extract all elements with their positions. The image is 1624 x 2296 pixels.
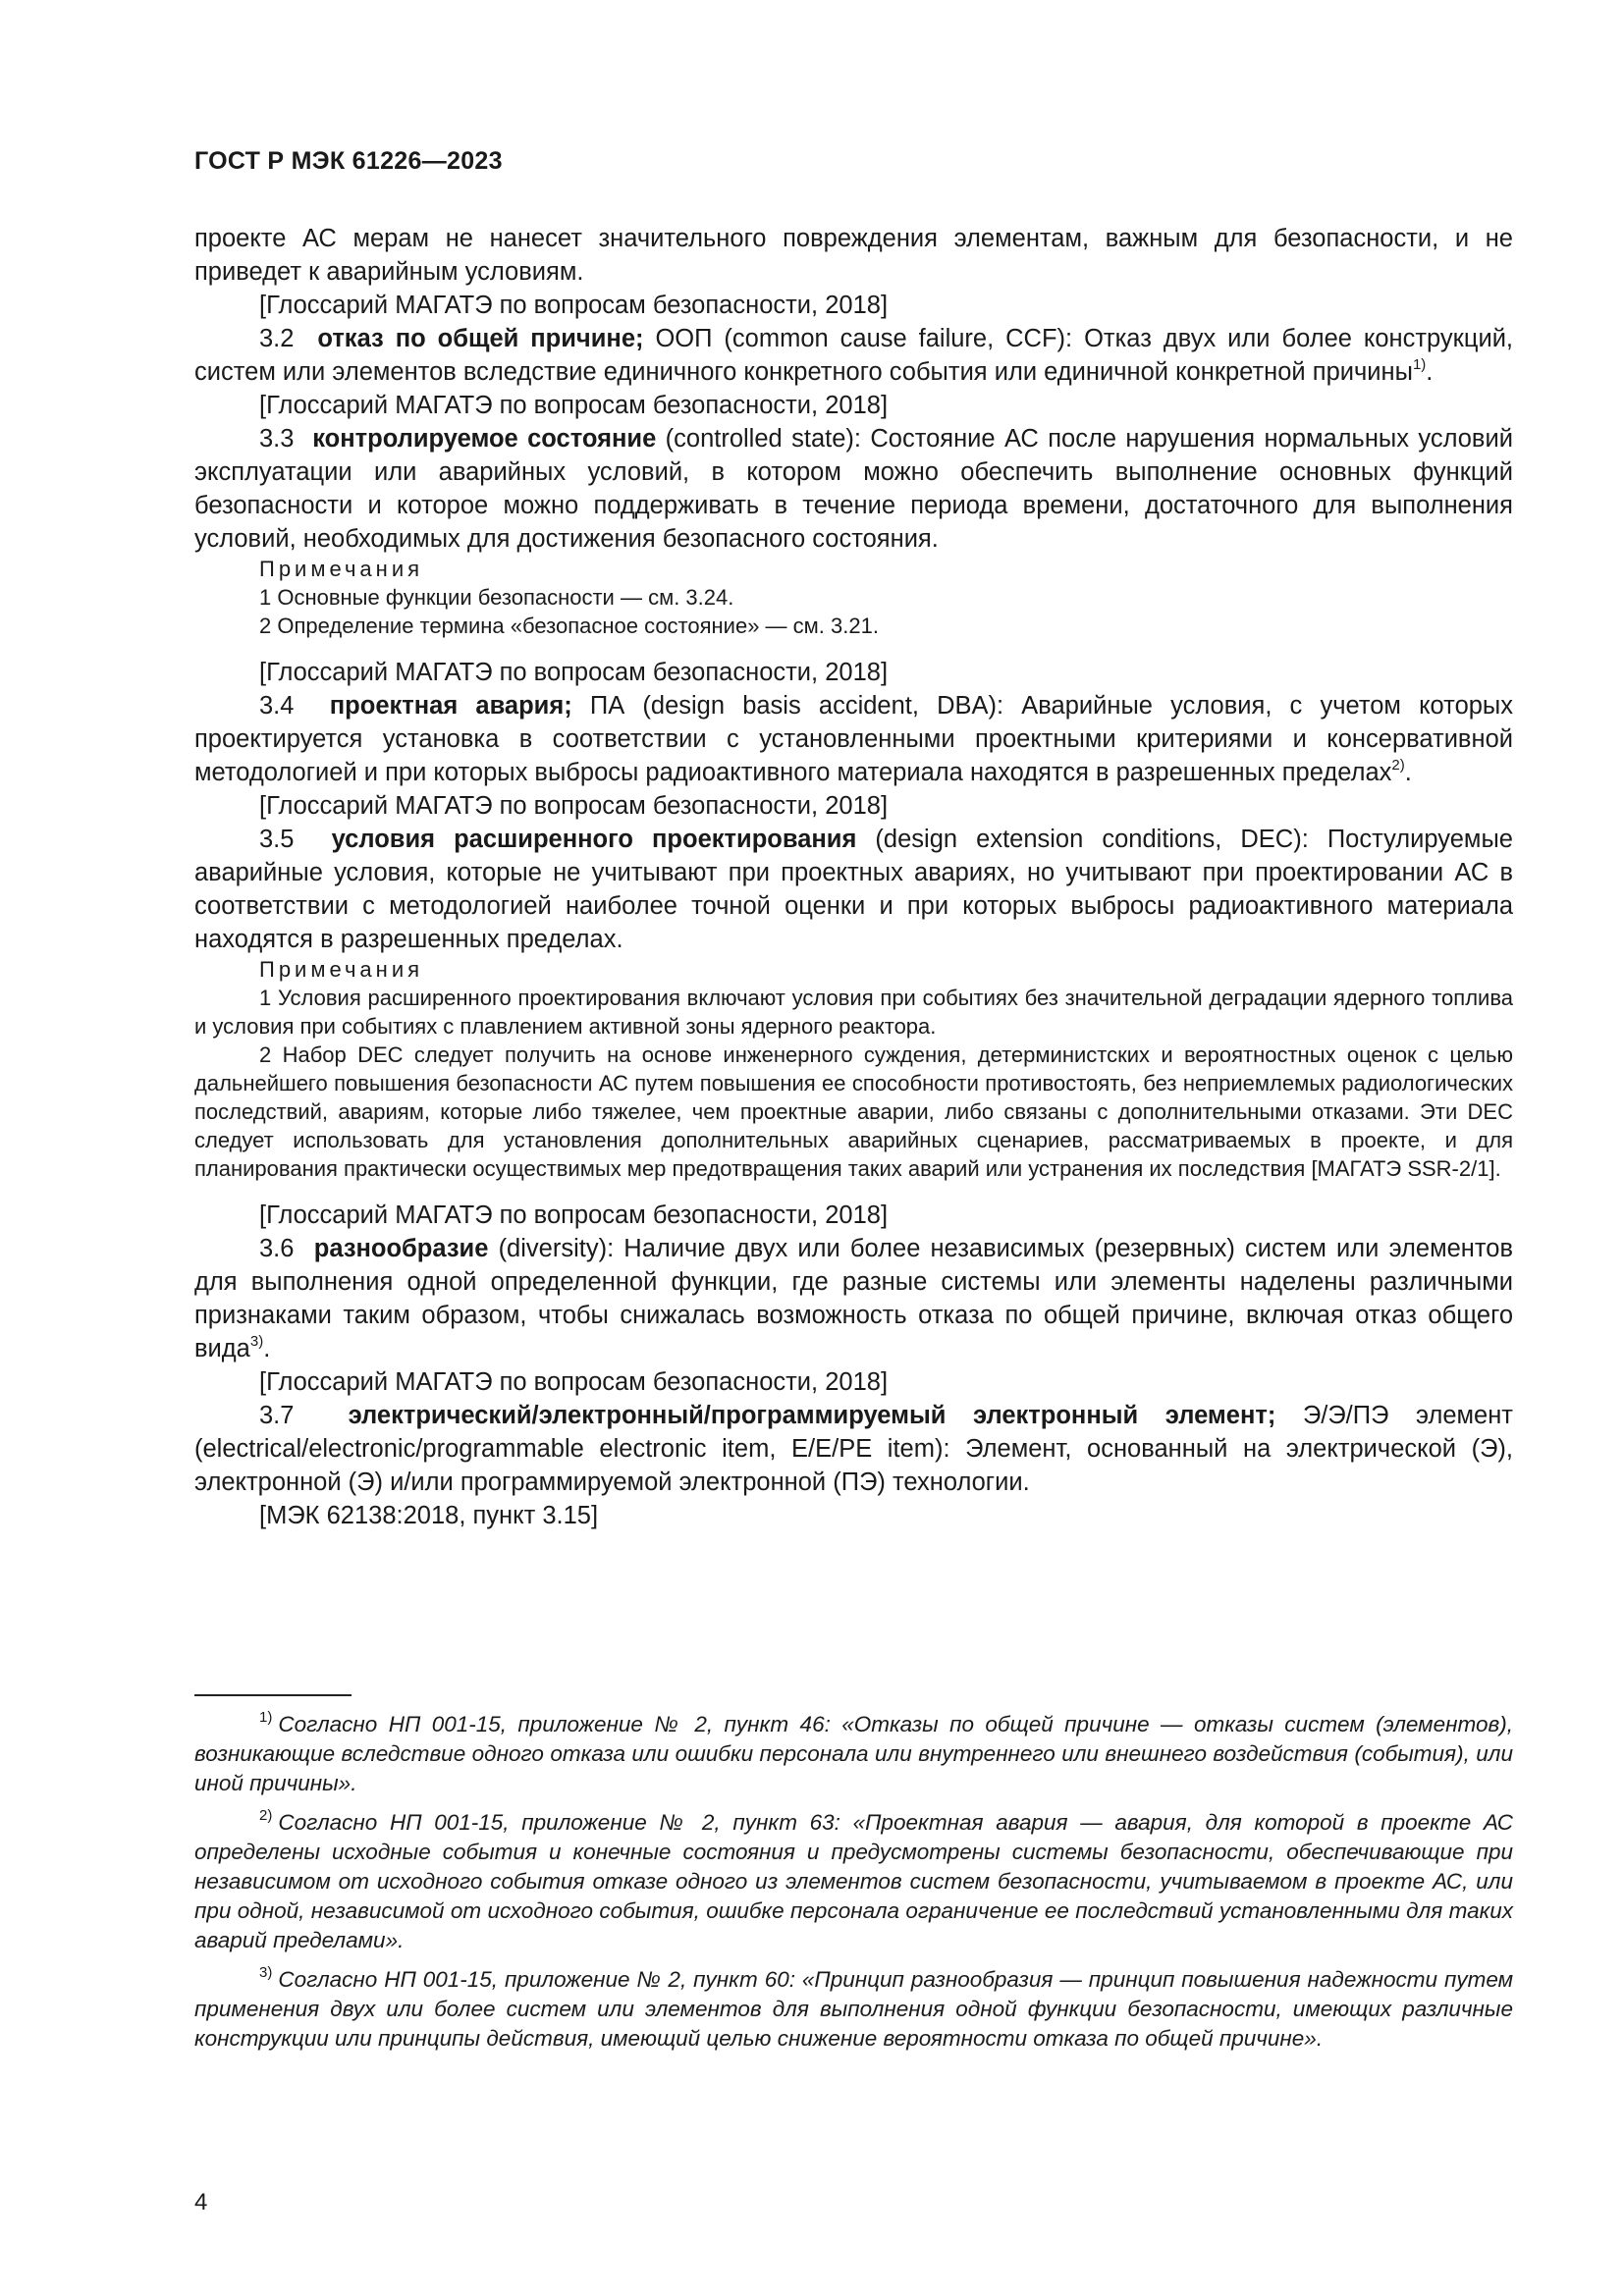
footnote-separator: [194, 1694, 352, 1696]
term-3-3: [194, 422, 1513, 556]
term-definition: (diversity): Наличие двух или более независимых (резервных) систем или элементов для выполнения одной определенной функции, где разные системы или элементы наделены различными признаками таким образом, чтобы снижалась возможность отказа по общей причине, включая отказ общего вида: [194, 1235, 1513, 1362]
term-number: 3.6: [259, 1235, 295, 1262]
term-number: 3.3: [259, 425, 295, 453]
term-title: разнообразие: [313, 1235, 489, 1262]
footnote-1: [194, 1710, 1513, 1798]
footnote-mark: 1): [259, 1709, 273, 1726]
term-3-4: 3.4 проектная авария; ПА (design basis accident, DBA): Аварийные условия, с учетом которых проектируется установка в соответствии с установленными проектными критериями и консервативной методологией и при которых выбросы радиоактивного материала находятся в разрешенных пределах$^{2)}$.: [194, 692, 1514, 786]
source-reference: [МЭК 62138:2018, пункт 3.15]: [259, 1502, 599, 1529]
source-reference: [Глоссарий МАГАТЭ по вопросам безопасности, 2018]: [259, 392, 889, 419]
term-title: электрический/электронный/программируемый электронный элемент;: [348, 1402, 1276, 1429]
term-definition: ПА (design basis accident, DBA): Аварийные условия, с учетом которых проектируется установка в соответствии с установленными проектными критериями и консервативной методологией и при которых выбросы радиоактивного материала находятся в разрешенных пределах: [194, 692, 1514, 786]
term-definition: ООП (common cause failure, CCF): Отказ двух или более конструкций, систем или элементов вследствие единичного конкретного события или единичной конкретной причины: [194, 325, 1514, 386]
term-3-5: [194, 823, 1513, 956]
term-number: 3.2: [259, 325, 295, 352]
document-header: ГОСТ Р МЭК 61226—2023: [194, 147, 503, 175]
term-number: 3.5: [259, 826, 295, 853]
footnotes: [194, 1710, 1513, 2063]
term-3-6: 3.6 разнообразие (diversity): Наличие двух или более независимых (резервных) систем или элементов для выполнения одной определенной функции, где разные системы или элементы наделены различными признаками таким образом, чтобы снижалась возможность отказа по общей причине, включая отказ общего вида$^{3)}$.: [194, 1235, 1513, 1362]
term-definition: (design extension conditions, DEC): Постулируемые аварийные условия, которые не учитывают при проектных авариях, но учитывают при проектировании АС в соответствии с методологией наиболее точной оценки и при которых выбросы радиоактивного материала находятся в разрешенных пределах.: [194, 826, 1513, 953]
term-title: отказ по общей причине;: [317, 325, 644, 352]
notes-heading: Примечания: [259, 557, 424, 581]
footnote-ref-2[interactable]: 2): [1391, 757, 1405, 774]
footnote-mark: 3): [259, 1964, 273, 1981]
term-3-2: 3.2 отказ по общей причине; ООП (common cause failure, CCF): Отказ двух или более конструкций, систем или элементов вследствие единичного конкретного события или единичной конкретной причины$^{1)}$.: [194, 325, 1514, 386]
footnote-mark: 2): [259, 1807, 273, 1824]
term-definition: (controlled state): Состояние АС после нарушения нормальных условий эксплуатации или аварийных условий, в котором можно обеспечить выполнение основных функций безопасности и которое можно поддерживать в течение периода времени, достаточного для выполнения условий, необходимых для достижения безопасного состояния.: [194, 425, 1513, 553]
footnote-text: Согласно НП 001-15, приложение № 2, пункт 63: «Проектная авария — авария, для которой в проекте АС определены исходные события и конечные состояния и предусмотрены системы безопасности, обеспечивающие при независимом от исходного события отказе одного из элементов систем безопасности, учитываемом в проекте АС, или при одной, независимой от исходного события, ошибке персонала ограничение ее последствий установленными для таких аварий пределами».: [194, 1810, 1513, 1952]
footnote-2: [194, 1808, 1513, 1955]
term-number: 3.4: [259, 692, 295, 720]
source-reference: [Глоссарий МАГАТЭ по вопросам безопасности, 2018]: [259, 792, 889, 820]
page-number: 4: [194, 2189, 208, 2216]
notes-heading: Примечания: [259, 957, 424, 982]
term-number: 3.7: [259, 1402, 295, 1429]
source-reference: [Глоссарий МАГАТЭ по вопросам безопасности, 2018]: [259, 292, 889, 319]
source-reference: [Глоссарий МАГАТЭ по вопросам безопасности, 2018]: [259, 1201, 889, 1229]
intro-paragraph: проекте АС мерам не нанесет значительного повреждения элементам, важным для безопасности, и не приведет к аварийным условиям.: [194, 225, 1513, 286]
footnote-text: Согласно НП 001-15, приложение № 2, пункт 46: «Отказы по общей причине — отказы систем (элементов), возникающие вследствие одного отказа или ошибки персонала или внутреннего или внешнего воздействия (события), или иной причины».: [194, 1712, 1513, 1795]
main-text: [194, 222, 1513, 1532]
term-3-7: [194, 1399, 1513, 1499]
footnote-ref-3[interactable]: 3): [249, 1333, 264, 1350]
note-item: 2 Набор DEC следует получить на основе инженерного суждения, детерминистских и вероятностных оценок с целью дальнейшего повышения безопасности АС путем повышения ее способности противостоять, без неприемлемых радиологических последствий, авариям, которые либо тяжелее, чем проектные аварии, либо связаны с дополнительными отказами. Эти DEC следует использовать для установления дополнительных аварийных сценариев, рассматриваемых в проекте, и для планирования практически осуществимых мер предотвращения таких аварий или устранения их последствия [МАГАТЭ SSR-2/1].: [194, 1042, 1513, 1181]
term-title: проектная авария;: [329, 692, 572, 720]
footnote-3: [194, 1965, 1513, 2054]
note-item: 1 Основные функции безопасности — см. 3.24.: [259, 585, 734, 610]
note-item: 2 Определение термина «безопасное состояние» — см. 3.21.: [259, 614, 879, 638]
term-definition: Э/Э/ПЭ элемент (electrical/electronic/programmable electronic item, E/E/PE item): Элемент, основанный на электрической (Э), электронной (Э) и/или программируемой электронной (ПЭ) технологии.: [194, 1402, 1513, 1496]
footnote-text: Согласно НП 001-15, приложение № 2, пункт 60: «Принцип разнообразия — принцип повышения надежности путем применения двух или более систем или элементов для выполнения одной функции безопасности, имеющих различные конструкции или принципы действия, имеющий целью снижение вероятности отказа по общей причине».: [194, 1967, 1513, 2051]
note-item: 1 Условия расширенного проектирования включают условия при событиях без значительной деградации ядерного топлива и условия при событиях с плавлением активной зоны ядерного реактора.: [194, 986, 1513, 1039]
source-reference: [Глоссарий МАГАТЭ по вопросам безопасности, 2018]: [259, 1368, 889, 1396]
term-title: условия расширенного проектирования: [331, 826, 857, 853]
source-reference: [Глоссарий МАГАТЭ по вопросам безопасности, 2018]: [259, 659, 889, 686]
term-title: контролируемое состояние: [312, 425, 657, 453]
footnote-ref-1[interactable]: 1): [1412, 356, 1427, 373]
